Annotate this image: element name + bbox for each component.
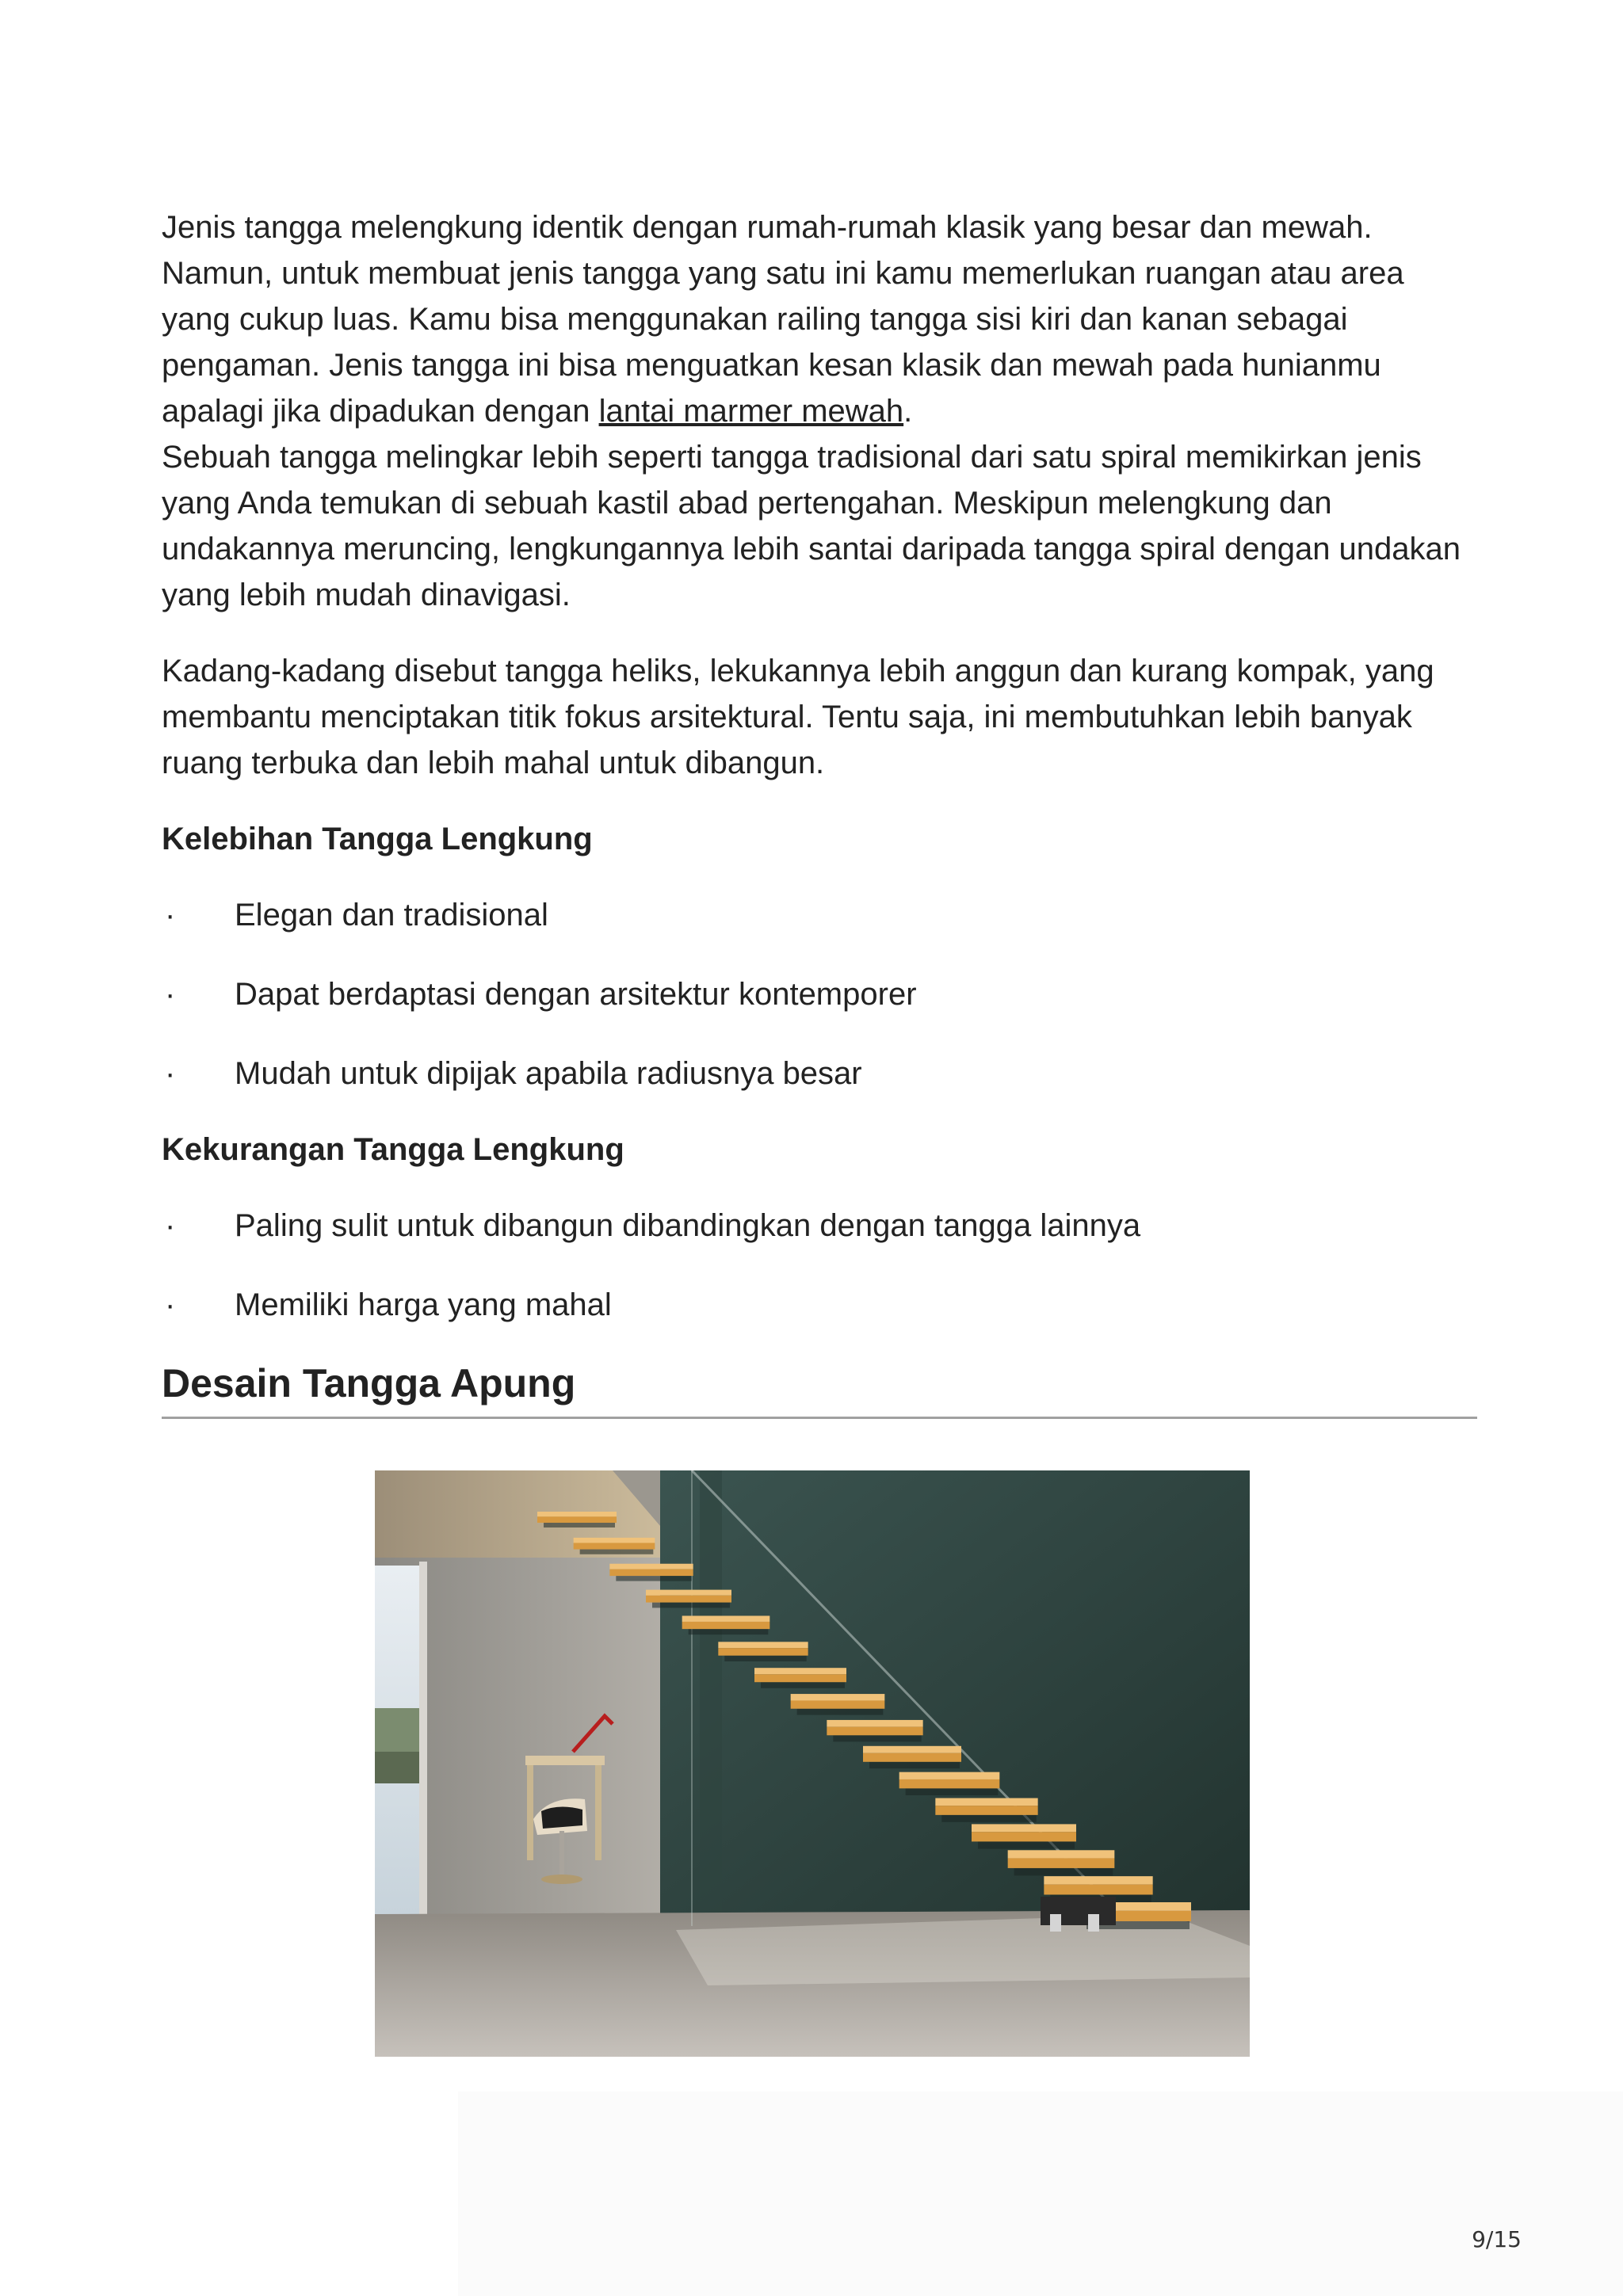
stair-tread-shadow xyxy=(544,1523,615,1527)
stair-tread xyxy=(718,1648,808,1656)
article-body xyxy=(162,204,1477,1419)
stair-tread xyxy=(935,1806,1037,1815)
bullet-dot: · xyxy=(165,977,176,1012)
stair-tread-shadow xyxy=(724,1656,806,1661)
stair-tread-top xyxy=(609,1564,693,1569)
list-item xyxy=(162,1051,1477,1097)
stair-tread-top xyxy=(791,1694,885,1700)
list-item xyxy=(162,1203,1477,1249)
stair-tread xyxy=(1044,1885,1152,1895)
stair-tread-top xyxy=(754,1668,846,1674)
disadvantages-list xyxy=(162,1203,1477,1328)
stair-tread-top xyxy=(863,1746,961,1753)
stair-tread-top xyxy=(718,1642,808,1648)
stair-tread xyxy=(899,1779,1000,1788)
bullet-dot: · xyxy=(165,1287,176,1322)
page-number: 9/15 xyxy=(1472,2226,1522,2252)
bullet-dot: · xyxy=(165,1056,176,1091)
stair-tread-shadow xyxy=(652,1603,730,1608)
list-item-text: Dapat berdaptasi dengan arsitektur kontemporer xyxy=(235,977,917,1012)
list-item-text: Paling sulit untuk dibangun dibandingkan dengan tangga lainnya xyxy=(235,1208,1141,1243)
stair-tread xyxy=(972,1832,1076,1841)
bullet-dot: · xyxy=(165,1208,176,1243)
stair-tread-top xyxy=(899,1772,1000,1779)
paragraph-circular-stairs: Sebuah tangga melingkar lebih seperti tangga tradisional dari satu spiral memikirkan jenis yang Anda temukan di sebuah kastil abad pertengahan. Meskipun melengkung dan undakannya meruncing, lengkungannya lebih santai daripada tangga spiral dengan undakan yang lebih mudah dinavigasi. xyxy=(162,440,1461,612)
list-item xyxy=(162,971,1477,1017)
stair-tread xyxy=(1008,1858,1115,1867)
stair-tread xyxy=(754,1674,846,1682)
stair-tread xyxy=(791,1700,885,1708)
bullet-dot: · xyxy=(165,898,176,933)
stair-tread-top xyxy=(574,1538,655,1543)
page-background-panel xyxy=(458,2092,1623,2296)
stair-tread xyxy=(682,1622,770,1629)
list-item xyxy=(162,1282,1477,1328)
stair-tread xyxy=(609,1569,693,1576)
paragraph-curved-stairs xyxy=(162,204,1477,434)
paragraph-helix-stairs: Kadang-kadang disebut tangga heliks, lekukannya lebih anggun dan kurang kompak, yang membantu menciptakan titik fokus arsitektural. Tentu saja, ini membutuhkan lebih banyak ruang terbuka dan lebih mahal untuk dibangun. xyxy=(162,654,1434,780)
advantages-heading: Kelebihan Tangga Lengkung xyxy=(162,822,593,856)
disadvantages-heading: Kekurangan Tangga Lengkung xyxy=(162,1132,624,1167)
advantages-list xyxy=(162,892,1477,1097)
stair-tread-top xyxy=(682,1615,770,1622)
paragraph-text: Jenis tangga melengkung identik dengan rumah-rumah klasik yang besar dan mewah. Namun, untuk membuat jenis tangga yang satu ini kamu memerlukan ruangan atau area yang cukup luas. Kamu bisa menggunakan railing tangga sisi kiri dan kanan sebagai pengaman. Jenis tangga ini bisa menguatkan kesan klasik dan mewah pada hunianmu apalagi jika dipadukan dengan xyxy=(162,210,1404,429)
stair-tread-top xyxy=(537,1512,617,1516)
stair-tread-top xyxy=(827,1720,922,1727)
list-item-text: Memiliki harga yang mahal xyxy=(235,1287,612,1322)
paragraph-punctuation: . xyxy=(903,394,913,429)
stair-tread-shadow xyxy=(869,1762,960,1768)
floating-staircase-photo xyxy=(375,1470,1250,2057)
stair-tread-shadow xyxy=(580,1550,654,1554)
stair-tread-shadow xyxy=(906,1788,999,1795)
stair-tread-shadow xyxy=(616,1576,691,1581)
stair-tread-shadow xyxy=(797,1709,884,1715)
stair-tread-shadow xyxy=(761,1682,845,1688)
stair-tread-top xyxy=(646,1590,731,1596)
stair-tread-top xyxy=(972,1824,1076,1832)
stair-tread-shadow xyxy=(689,1629,769,1634)
stair-tread xyxy=(863,1753,961,1762)
stair-tread-shadow xyxy=(941,1815,1036,1822)
stair-tread-top xyxy=(1044,1876,1152,1885)
list-item-text: Elegan dan tradisional xyxy=(235,898,548,933)
stair-tread xyxy=(646,1596,731,1603)
stair-tread-shadow xyxy=(1014,1868,1113,1875)
stair-tread xyxy=(574,1543,655,1549)
stair-tread-top xyxy=(1008,1850,1115,1858)
stair-tread xyxy=(537,1516,617,1523)
link-lantai-marmer-mewah[interactable]: lantai marmer mewah xyxy=(598,394,904,429)
stair-tread xyxy=(827,1727,922,1736)
stair-tread-top xyxy=(935,1798,1037,1806)
stair-tread-shadow xyxy=(978,1841,1075,1848)
list-item xyxy=(162,892,1477,938)
section-heading-floating-stairs: Desain Tangga Apung xyxy=(162,1358,1477,1419)
list-item-text: Mudah untuk dipijak apabila radiusnya besar xyxy=(235,1056,862,1091)
stair-tread-shadow xyxy=(833,1735,921,1741)
